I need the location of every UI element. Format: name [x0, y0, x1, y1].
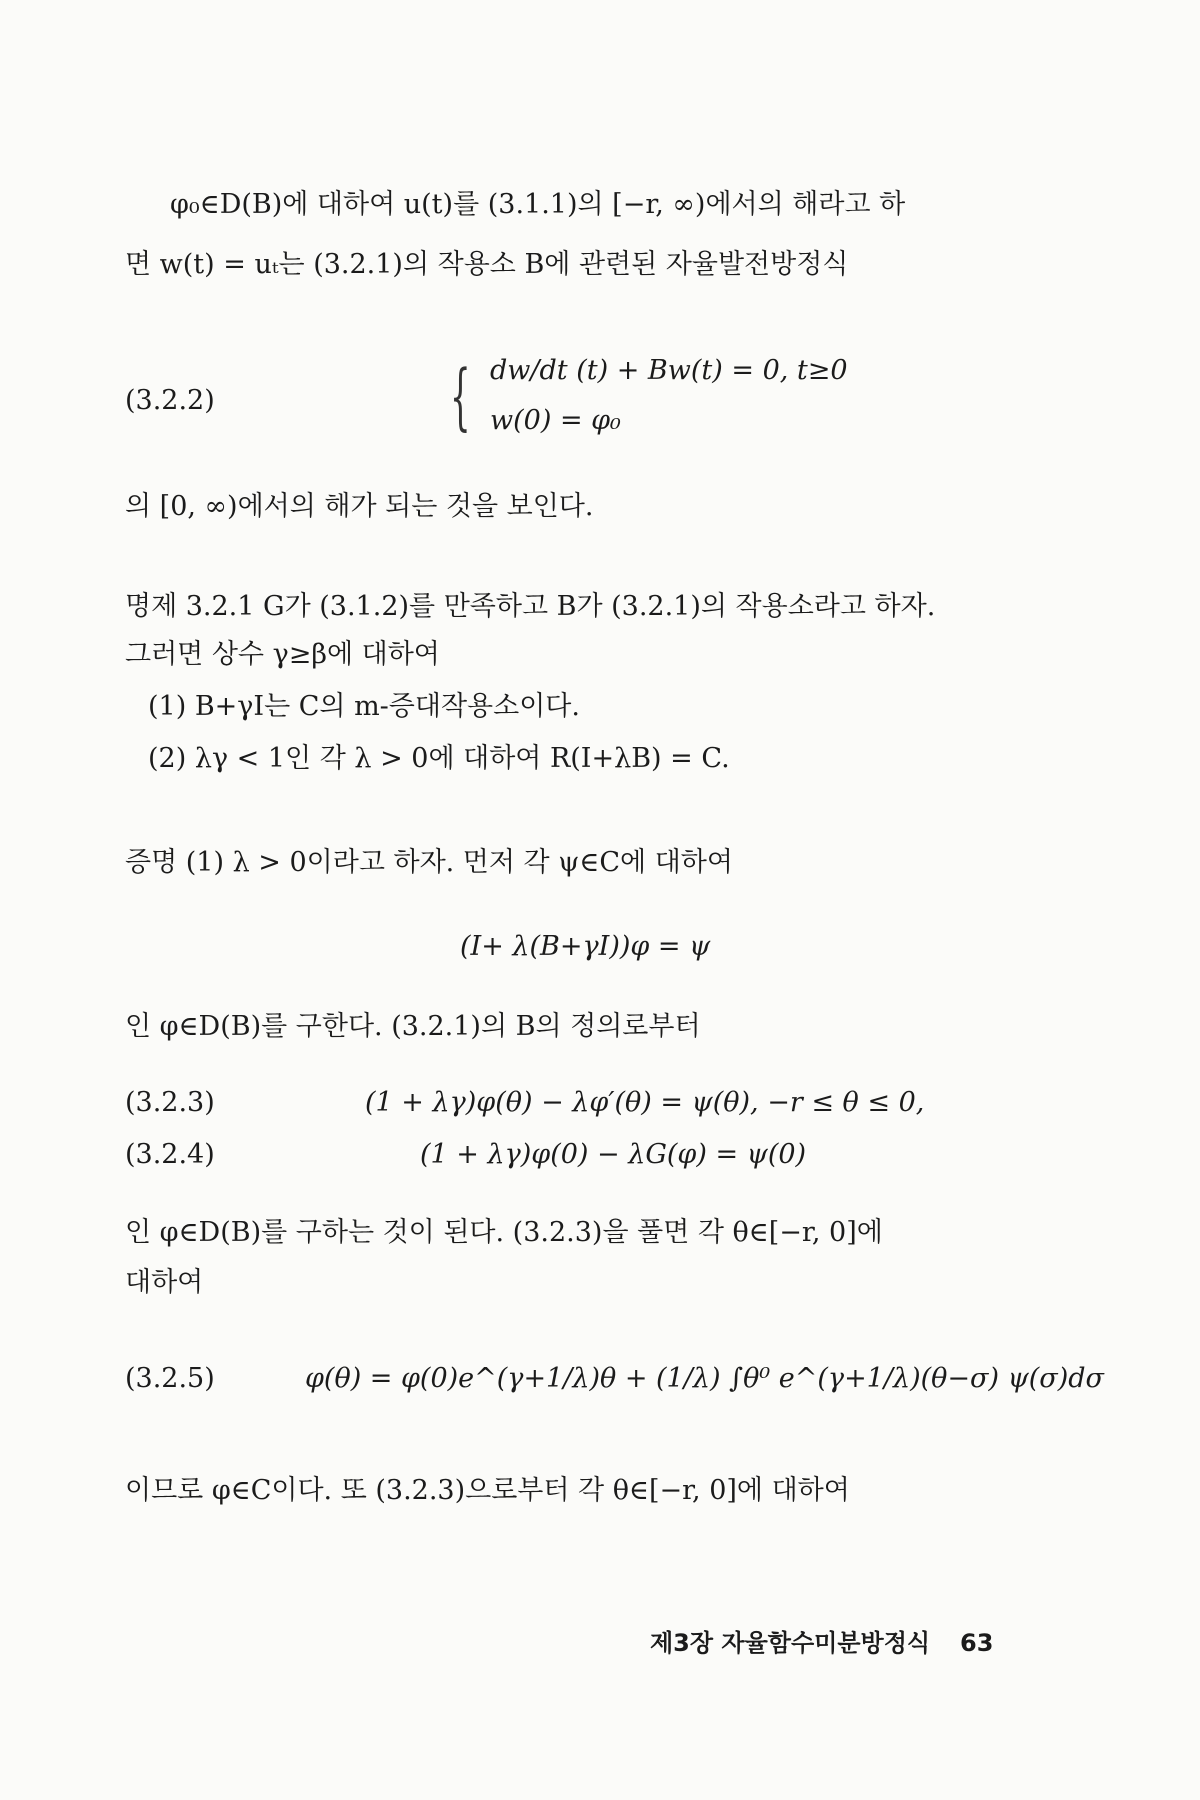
equation-label-3-2-3: (3.2.3)	[125, 1087, 215, 1118]
text-line-7: 이므로 φ∈C이다. 또 (3.2.3)으로부터 각 θ∈[−r, 0]에 대하여	[125, 1475, 850, 1506]
equation-label-3-2-5: (3.2.5)	[125, 1363, 215, 1394]
equation-3-2-5: φ(θ) = φ(0)e^(γ+1/λ)θ + (1/λ) ∫θ⁰ e^(γ+1/λ)(θ−σ) ψ(σ)dσ	[305, 1363, 1104, 1394]
text-line-4: 인 φ∈D(B)를 구한다. (3.2.1)의 B의 정의로부터	[125, 1011, 701, 1042]
proposition-line-2: 그러면 상수 γ≥β에 대하여	[125, 639, 440, 670]
equation-3-2-3: (1 + λγ)φ(θ) − λφ′(θ) = ψ(θ), −r ≤ θ ≤ 0,	[365, 1087, 925, 1118]
equation-3-2-4: (1 + λγ)φ(0) − λG(φ) = ψ(0)	[420, 1139, 807, 1170]
text-line-1: φ₀∈D(B)에 대하여 u(t)를 (3.1.1)의 [−r, ∞)에서의 해라고 하	[170, 189, 906, 220]
text-line-2: 면 w(t) = uₜ는 (3.2.1)의 작용소 B에 관련된 자율발전방정식	[125, 249, 849, 280]
equation-3-2-2-second: w(0) = φ₀	[490, 405, 621, 436]
proposition-heading: 명제 3.2.1 G가 (3.1.2)를 만족하고 B가 (3.2.1)의 작용소라고 하자.	[125, 591, 936, 622]
equation-3-2-2-first: dw/dt (t) + Bw(t) = 0, t≥0	[490, 355, 848, 386]
centered-equation: (I+ λ(B+γI))φ = ψ	[460, 931, 711, 962]
text-line-3: 의 [0, ∞)에서의 해가 되는 것을 보인다.	[125, 491, 594, 522]
proposition-item-2: (2) λγ < 1인 각 λ > 0에 대하여 R(I+λB) = C.	[148, 743, 730, 774]
proposition-item-1: (1) B+γI는 C의 m-증대작용소이다.	[148, 691, 580, 722]
equation-label-3-2-4: (3.2.4)	[125, 1139, 215, 1170]
footer-chapter-title: 제3장 자율함수미분방정식	[650, 1629, 931, 1657]
text-line-6: 대하여	[125, 1267, 204, 1298]
text-line-5: 인 φ∈D(B)를 구하는 것이 된다. (3.2.3)을 풀면 각 θ∈[−r, 0]에	[125, 1217, 883, 1248]
proof-line-1: 증명 (1) λ > 0이라고 하자. 먼저 각 ψ∈C에 대하여	[125, 847, 733, 878]
equation-brace: {	[450, 354, 471, 438]
page-number: 63	[960, 1629, 994, 1657]
equation-label-3-2-2: (3.2.2)	[125, 385, 215, 416]
